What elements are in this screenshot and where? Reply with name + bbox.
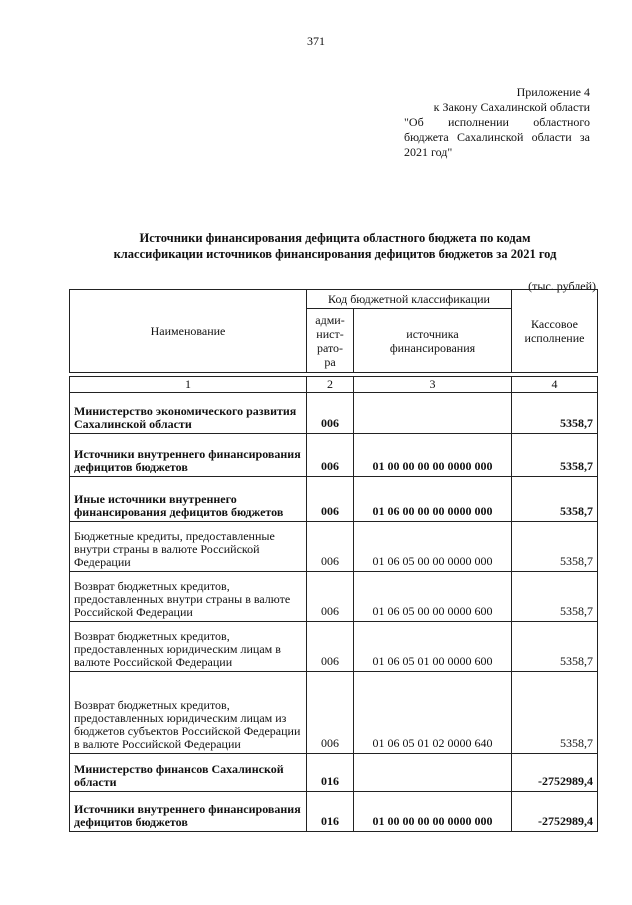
table-row bbox=[70, 434, 598, 477]
title-line: Источники финансирования дефицита областного бюджета по кодам bbox=[139, 231, 531, 245]
row-value: 5358,7 bbox=[512, 393, 598, 434]
row-admin-code: 016 bbox=[307, 754, 354, 792]
column-number: 1 bbox=[70, 377, 307, 393]
row-name: Иные источники внутреннего финансирования дефицитов бюджетов bbox=[70, 477, 307, 522]
appendix-line: к Закону Сахалинской области bbox=[433, 100, 590, 114]
document-title bbox=[70, 230, 600, 262]
row-name: Министерство экономического развития Сахалинской области bbox=[70, 393, 307, 434]
row-source-code: 01 00 00 00 00 0000 000 bbox=[354, 792, 512, 832]
row-admin-code: 006 bbox=[307, 622, 354, 672]
row-source-code: 01 06 05 01 02 0000 640 bbox=[354, 672, 512, 754]
row-name: Источники внутреннего финансирования дефицитов бюджетов bbox=[70, 434, 307, 477]
header-source bbox=[354, 309, 512, 373]
column-number: 4 bbox=[512, 377, 598, 393]
row-name: Возврат бюджетных кредитов, предоставленных юридическим лицам из бюджетов субъектов Российской Федерации в валюте Российской Федерации bbox=[70, 672, 307, 754]
table-header bbox=[69, 289, 598, 373]
appendix-line: бюджета Сахалинской области за bbox=[404, 130, 590, 144]
row-value: 5358,7 bbox=[512, 477, 598, 522]
header-source-line: источника bbox=[406, 326, 459, 341]
title-line: классификации источников финансирования дефицитов бюджетов за 2021 год bbox=[113, 247, 557, 261]
row-name: Источники внутреннего финансирования дефицитов бюджетов bbox=[70, 792, 307, 832]
appendix-line: 2021 год" bbox=[404, 145, 453, 159]
header-admin-line: рато- bbox=[316, 340, 344, 355]
column-number: 3 bbox=[354, 377, 512, 393]
data-table bbox=[69, 376, 598, 832]
row-admin-code: 006 bbox=[307, 572, 354, 622]
column-number: 2 bbox=[307, 377, 354, 393]
row-source-code: 01 06 05 00 00 0000 000 bbox=[354, 522, 512, 572]
row-value: 5358,7 bbox=[512, 622, 598, 672]
table-row bbox=[70, 522, 598, 572]
row-value: -2752989,4 bbox=[512, 754, 598, 792]
row-value: 5358,7 bbox=[512, 434, 598, 477]
row-name: Возврат бюджетных кредитов, предоставленных юридическим лицам в валюте Российской Федерации bbox=[70, 622, 307, 672]
row-admin-code: 006 bbox=[307, 672, 354, 754]
row-source-code bbox=[354, 393, 512, 434]
row-source-code: 01 06 00 00 00 0000 000 bbox=[354, 477, 512, 522]
row-name: Министерство финансов Сахалинской области bbox=[70, 754, 307, 792]
row-admin-code: 006 bbox=[307, 477, 354, 522]
table-row bbox=[70, 393, 598, 434]
table-row bbox=[70, 754, 598, 792]
header-code-group: Код бюджетной классификации bbox=[307, 290, 512, 309]
row-admin-code: 016 bbox=[307, 792, 354, 832]
header-source-line: финансирования bbox=[389, 340, 476, 355]
page-number: 371 bbox=[307, 34, 325, 48]
appendix-line: "Об исполнении областного bbox=[404, 115, 590, 129]
row-source-code: 01 00 00 00 00 0000 000 bbox=[354, 434, 512, 477]
header-execution-line: исполнение bbox=[524, 331, 585, 345]
appendix-note bbox=[404, 85, 590, 160]
appendix-line: Приложение 4 bbox=[516, 85, 590, 99]
header-administrator bbox=[307, 309, 354, 373]
header-name: Наименование bbox=[70, 290, 307, 373]
row-source-code: 01 06 05 00 00 0000 600 bbox=[354, 572, 512, 622]
row-value: 5358,7 bbox=[512, 572, 598, 622]
header-execution-line: Кассовое bbox=[531, 317, 578, 331]
row-admin-code: 006 bbox=[307, 522, 354, 572]
header-admin-line: ра bbox=[324, 354, 336, 369]
table-row bbox=[70, 477, 598, 522]
row-value: 5358,7 bbox=[512, 672, 598, 754]
row-value: -2752989,4 bbox=[512, 792, 598, 832]
row-admin-code: 006 bbox=[307, 434, 354, 477]
row-admin-code: 006 bbox=[307, 393, 354, 434]
table-row bbox=[70, 572, 598, 622]
row-value: 5358,7 bbox=[512, 522, 598, 572]
table-row bbox=[70, 672, 598, 754]
table-row bbox=[70, 792, 598, 832]
row-source-code bbox=[354, 754, 512, 792]
row-name: Бюджетные кредиты, предоставленные внутри страны в валюте Российской Федерации bbox=[70, 522, 307, 572]
header-admin-line: нист- bbox=[316, 326, 344, 341]
table-row bbox=[70, 622, 598, 672]
column-number-row bbox=[70, 377, 598, 393]
row-source-code: 01 06 05 01 00 0000 600 bbox=[354, 622, 512, 672]
header-execution bbox=[512, 290, 598, 373]
header-admin-line: адми- bbox=[315, 312, 345, 327]
row-name: Возврат бюджетных кредитов, предоставленных внутри страны в валюте Российской Федерации bbox=[70, 572, 307, 622]
units-label: (тыс. рублей) bbox=[528, 279, 596, 293]
